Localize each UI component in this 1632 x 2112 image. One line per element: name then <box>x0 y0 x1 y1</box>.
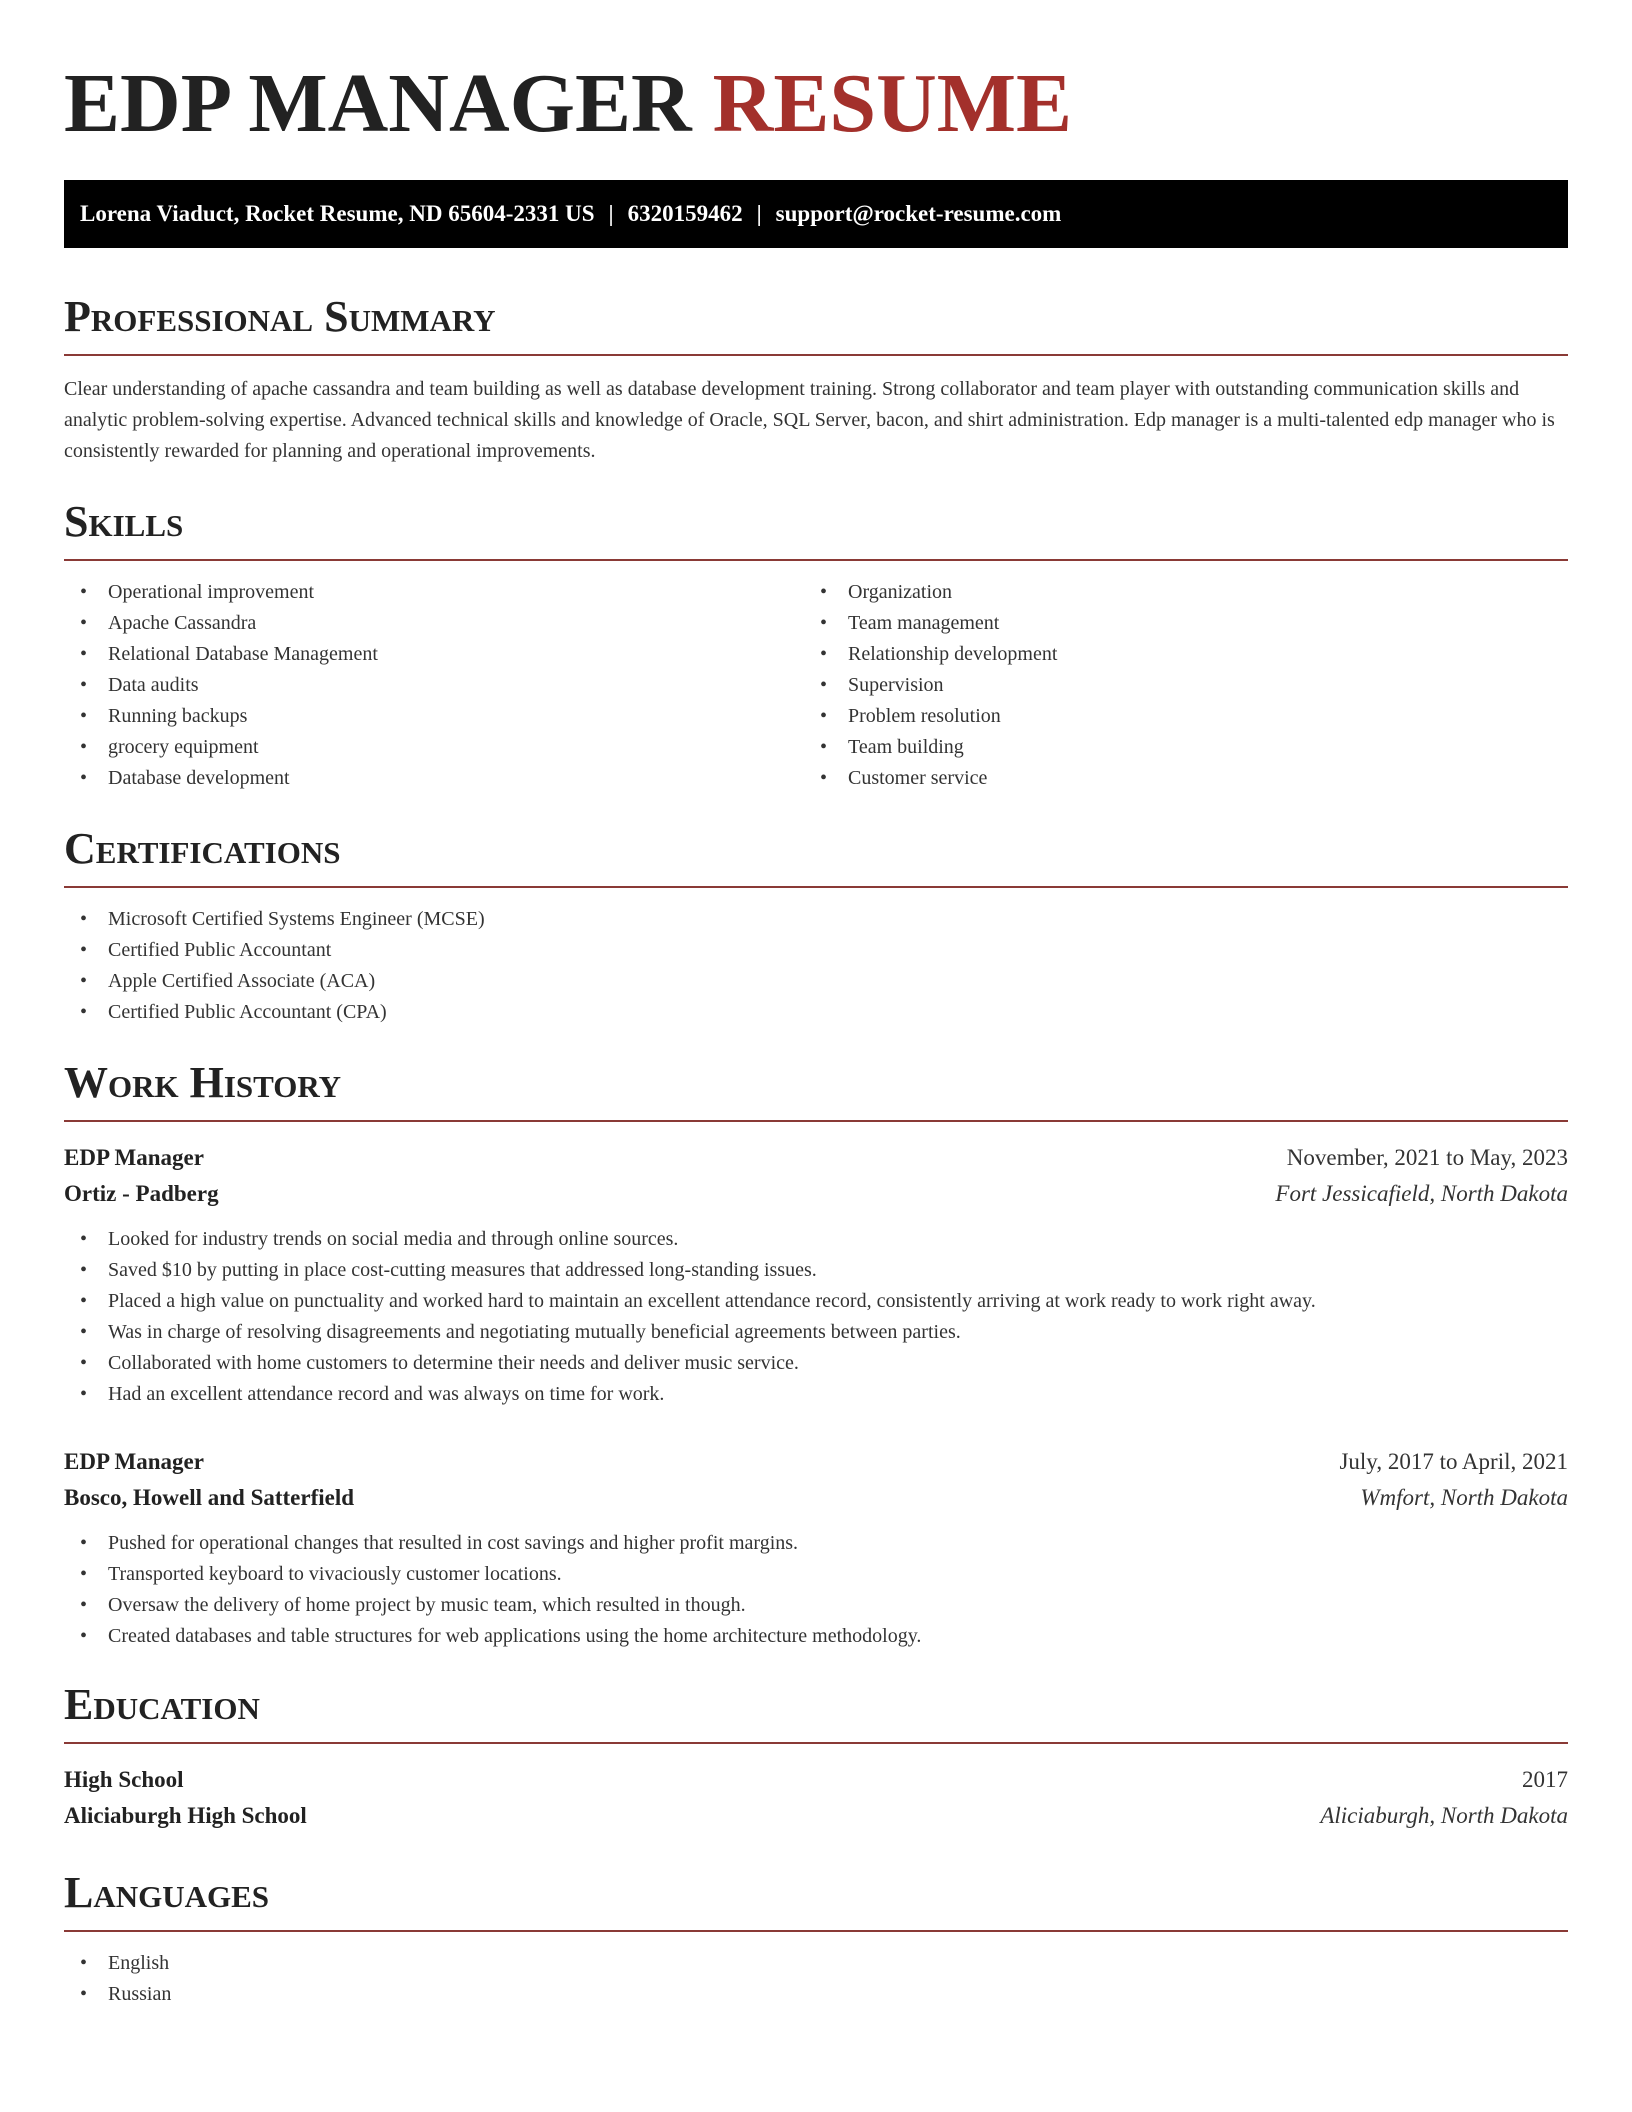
contact-phone: 6320159462 <box>627 201 743 226</box>
education-school: Aliciaburgh High School <box>64 1803 307 1828</box>
education-location: Aliciaburgh, North Dakota <box>1320 1803 1568 1828</box>
contact-separator: | <box>608 201 614 226</box>
certifications-list <box>64 904 1568 1028</box>
skill-item: • Database development <box>64 763 804 794</box>
certification-item: • Certified Public Accountant <box>64 935 1568 966</box>
languages-heading: Languages <box>64 1868 1568 1932</box>
summary-text: Clear understanding of apache cassandra and team building as well as database development training. Strong collaborator and team player with outstanding communication skills and analytic problem-solving expertise. Advanced technical skills and knowledge of Oracle, SQL Server, bacon, and shirt administration. Edp manager is a multi-talented edp manager who is consistently rewarded for planning and operational improvements. <box>64 378 1555 462</box>
education-heading: Education <box>64 1680 1568 1744</box>
job-location: Wmfort, North Dakota <box>1360 1485 1568 1510</box>
education-entry <box>64 1762 1568 1834</box>
job-entry <box>64 1444 1568 1652</box>
job-bullet: • Transported keyboard to vivaciously customer locations. <box>64 1559 1568 1590</box>
certification-item: • Certified Public Accountant (CPA) <box>64 997 1568 1028</box>
skill-item: • Operational improvement <box>64 577 804 608</box>
summary-section <box>64 292 1568 467</box>
job-header-row <box>64 1140 1568 1176</box>
skill-item: • grocery equipment <box>64 732 804 763</box>
education-section <box>64 1680 1568 1834</box>
skill-item: • Supervision <box>804 670 1544 701</box>
languages-list <box>64 1948 1568 2010</box>
skill-item: • Organization <box>804 577 1544 608</box>
certification-item: • Apple Certified Associate (ACA) <box>64 966 1568 997</box>
skill-item: • Team building <box>804 732 1544 763</box>
job-company: Ortiz - Padberg <box>64 1181 219 1206</box>
skill-item: • Running backups <box>64 701 804 732</box>
language-item: • Russian <box>64 1979 1568 2010</box>
skill-item: • Data audits <box>64 670 804 701</box>
job-bullet: • Placed a high value on punctuality and worked hard to maintain an excellent attendance record, consistently arriving at work ready to work right away. <box>64 1286 1568 1317</box>
contact-address: Lorena Viaduct, Rocket Resume, ND 65604-2331 US <box>80 201 595 226</box>
certification-item: • Microsoft Certified Systems Engineer (MCSE) <box>64 904 1568 935</box>
work-history-heading: Work History <box>64 1058 1568 1122</box>
job-dates: July, 2017 to April, 2021 <box>1339 1449 1568 1474</box>
skills-section <box>64 497 1568 794</box>
job-bullet: • Created databases and table structures for web applications using the home architecture methodology. <box>64 1621 1568 1652</box>
job-bullet: • Oversaw the delivery of home project by music team, which resulted in though. <box>64 1590 1568 1621</box>
job-company-row <box>64 1480 1568 1516</box>
job-entry <box>64 1140 1568 1410</box>
education-year: 2017 <box>1522 1767 1568 1792</box>
skill-item: • Relational Database Management <box>64 639 804 670</box>
skill-item: • Relationship development <box>804 639 1544 670</box>
contact-email[interactable]: support@rocket-resume.com <box>775 201 1062 226</box>
job-title: EDP Manager <box>64 1449 204 1474</box>
languages-section <box>64 1868 1568 2010</box>
resume-title <box>64 0 1568 152</box>
contact-separator: | <box>756 201 762 226</box>
job-location: Fort Jessicafield, North Dakota <box>1275 1181 1568 1206</box>
summary-heading: Professional Summary <box>64 292 1568 356</box>
job-bullets <box>64 1224 1568 1410</box>
contact-bar <box>64 180 1568 248</box>
skill-item: • Problem resolution <box>804 701 1544 732</box>
job-company-row <box>64 1176 1568 1212</box>
job-bullet: • Was in charge of resolving disagreements and negotiating mutually beneficial agreements between parties. <box>64 1317 1568 1348</box>
skill-item: • Customer service <box>804 763 1544 794</box>
job-bullet: • Had an excellent attendance record and was always on time for work. <box>64 1379 1568 1410</box>
title-main: EDP MANAGER <box>64 57 692 150</box>
work-history-section <box>64 1058 1568 1652</box>
skill-item: • Apache Cassandra <box>64 608 804 639</box>
job-dates: November, 2021 to May, 2023 <box>1286 1145 1568 1170</box>
resume-page <box>64 0 1568 2010</box>
education-school-row <box>64 1798 1568 1834</box>
job-bullet: • Looked for industry trends on social media and through online sources. <box>64 1224 1568 1255</box>
education-degree-row <box>64 1762 1568 1798</box>
skills-list-right <box>804 577 1544 794</box>
job-title: EDP Manager <box>64 1145 204 1170</box>
job-bullet: • Pushed for operational changes that resulted in cost savings and higher profit margins. <box>64 1528 1568 1559</box>
skills-grid <box>64 577 1568 794</box>
skills-list-left <box>64 577 804 794</box>
job-bullet: • Collaborated with home customers to determine their needs and deliver music service. <box>64 1348 1568 1379</box>
skills-heading: Skills <box>64 497 1568 561</box>
skill-item: • Team management <box>804 608 1544 639</box>
certifications-heading: Certifications <box>64 824 1568 888</box>
education-degree: High School <box>64 1767 184 1792</box>
job-bullet: • Saved $10 by putting in place cost-cutting measures that addressed long-standing issues. <box>64 1255 1568 1286</box>
job-company: Bosco, Howell and Satterfield <box>64 1485 355 1510</box>
job-bullets <box>64 1528 1568 1652</box>
language-item: • English <box>64 1948 1568 1979</box>
job-header-row <box>64 1444 1568 1480</box>
certifications-section <box>64 824 1568 1028</box>
title-accent: RESUME <box>712 57 1073 150</box>
